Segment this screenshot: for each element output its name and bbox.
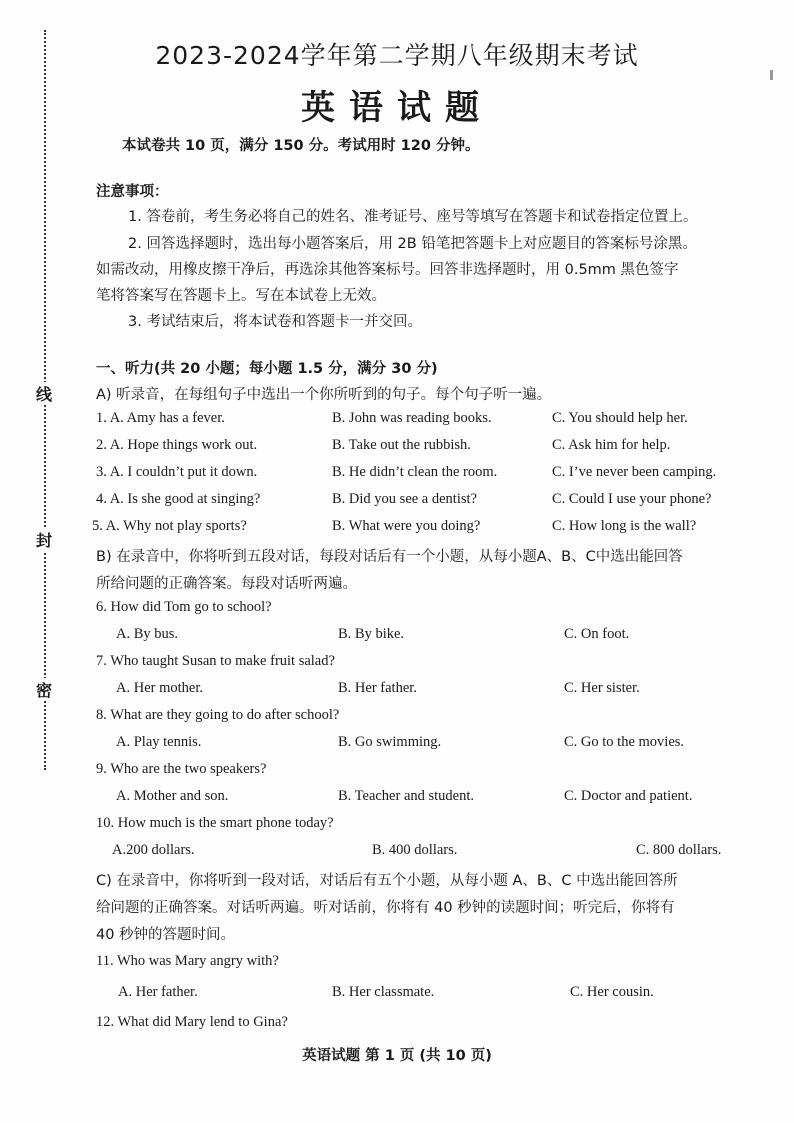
- exam-title: 2023-2024学年第二学期八年级期末考试: [155, 41, 639, 70]
- q8-stem: 8. What are they going to do after school?: [96, 707, 340, 723]
- q4-option-b: B. Did you see a dentist?: [332, 491, 477, 507]
- q10-option-b: B. 400 dollars.: [372, 842, 458, 858]
- part-c-instruction-1: C) 在录音中，你将听到一段对话，对话后有五个小题，从每小题 A、B、C 中选出能回答所: [96, 873, 678, 889]
- q9-option-b: B. Teacher and student.: [338, 788, 475, 804]
- q4-option-c: C. Could I use your phone?: [552, 491, 712, 507]
- q11-stem: 11. Who was Mary angry with?: [96, 953, 279, 969]
- q1-option-a: 1. A. Amy has a fever.: [96, 410, 225, 426]
- q1-option-c: C. You should help her.: [552, 410, 688, 426]
- q10-option-c: C. 800 dollars.: [636, 842, 722, 858]
- notes-heading: 注意事项：: [96, 184, 169, 200]
- q3-option-b: B. He didn’t clean the room.: [332, 464, 498, 480]
- note-item-3: 3. 考试结束后，将本试卷和答题卡一并交回。: [128, 314, 422, 330]
- q10-option-a: A.200 dollars.: [112, 842, 195, 858]
- q9-stem: 9. Who are the two speakers?: [96, 761, 267, 777]
- q5-option-b: B. What were you doing?: [332, 518, 481, 534]
- q11-option-a: A. Her father.: [118, 984, 198, 1000]
- q6-option-c: C. On foot.: [564, 626, 630, 642]
- q2-option-b: B. Take out the rubbish.: [332, 437, 471, 453]
- q12-stem: 12. What did Mary lend to Gina?: [96, 1014, 288, 1030]
- note-item-2a: 2. 回答选择题时，选出每小题答案后，用 2B 铅笔把答题卡上对应题目的答案标号涂黑。: [128, 236, 697, 252]
- q9-option-c: C. Doctor and patient.: [564, 788, 693, 804]
- q7-option-c: C. Her sister.: [564, 680, 640, 696]
- q3-option-a: 3. A. I couldn’t put it down.: [96, 464, 258, 480]
- q5-option-a: 5. A. Why not play sports?: [92, 518, 247, 534]
- section-1-heading: 一、听力(共 20 小题；每小题 1.5 分，满分 30 分): [96, 361, 438, 377]
- q6-option-b: B. By bike.: [338, 626, 405, 642]
- q3-option-c: C. I’ve never been camping.: [552, 464, 717, 480]
- part-c-instruction-2: 给问题的正确答案。对话听两遍。听对话前，你将有 40 秒钟的读题时间；听完后，你将有: [96, 900, 675, 916]
- q1-option-b: B. John was reading books.: [332, 410, 492, 426]
- part-a-instruction: A) 听录音，在每组句子中选出一个你所听到的句子。每个句子听一遍。: [96, 387, 552, 403]
- q8-option-b: B. Go swimming.: [338, 734, 442, 750]
- note-item-2c: 笔将答案写在答题卡上。写在本试卷上无效。: [96, 288, 386, 304]
- page-footer: 英语试题 第 1 页 (共 10 页): [302, 1048, 492, 1064]
- binding-char-seal: 封: [34, 528, 54, 551]
- note-item-1: 1. 答卷前，考生务必将自己的姓名、准考证号、座号等填写在答题卡和试卷指定位置上。: [128, 209, 698, 225]
- exam-info: 本试卷共 10 页，满分 150 分。考试用时 120 分钟。: [122, 138, 480, 154]
- part-b-instruction-1: B) 在录音中，你将听到五段对话，每段对话后有一个小题，从每小题A、B、C中选出能回答: [96, 549, 683, 565]
- q10-stem: 10. How much is the smart phone today?: [96, 815, 334, 831]
- binding-char-line: 线: [34, 382, 54, 405]
- part-c-instruction-3: 40 秒钟的答题时间。: [96, 927, 236, 943]
- binding-char-secret: 密: [34, 678, 54, 701]
- q8-option-a: A. Play tennis.: [116, 734, 202, 750]
- q11-option-c: C. Her cousin.: [570, 984, 654, 1000]
- q4-option-a: 4. A. Is she good at singing?: [96, 491, 261, 507]
- note-item-2b: 如需改动，用橡皮擦干净后，再选涂其他答案标号。回答非选择题时，用 0.5mm 黑色签字: [96, 262, 679, 278]
- part-b-instruction-2: 所给问题的正确答案。每段对话听两遍。: [96, 576, 357, 592]
- q2-option-a: 2. A. Hope things work out.: [96, 437, 258, 453]
- q5-option-c: C. How long is the wall?: [552, 518, 697, 534]
- q7-option-a: A. Her mother.: [116, 680, 203, 696]
- q7-option-b: B. Her father.: [338, 680, 417, 696]
- q8-option-c: C. Go to the movies.: [564, 734, 685, 750]
- q11-option-b: B. Her classmate.: [332, 984, 435, 1000]
- q6-stem: 6. How did Tom go to school?: [96, 599, 272, 615]
- q6-option-a: A. By bus.: [116, 626, 179, 642]
- exam-subject: 英语试题: [301, 88, 493, 128]
- q9-option-a: A. Mother and son.: [116, 788, 229, 804]
- q2-option-c: C. Ask him for help.: [552, 437, 671, 453]
- q7-stem: 7. Who taught Susan to make fruit salad?: [96, 653, 335, 669]
